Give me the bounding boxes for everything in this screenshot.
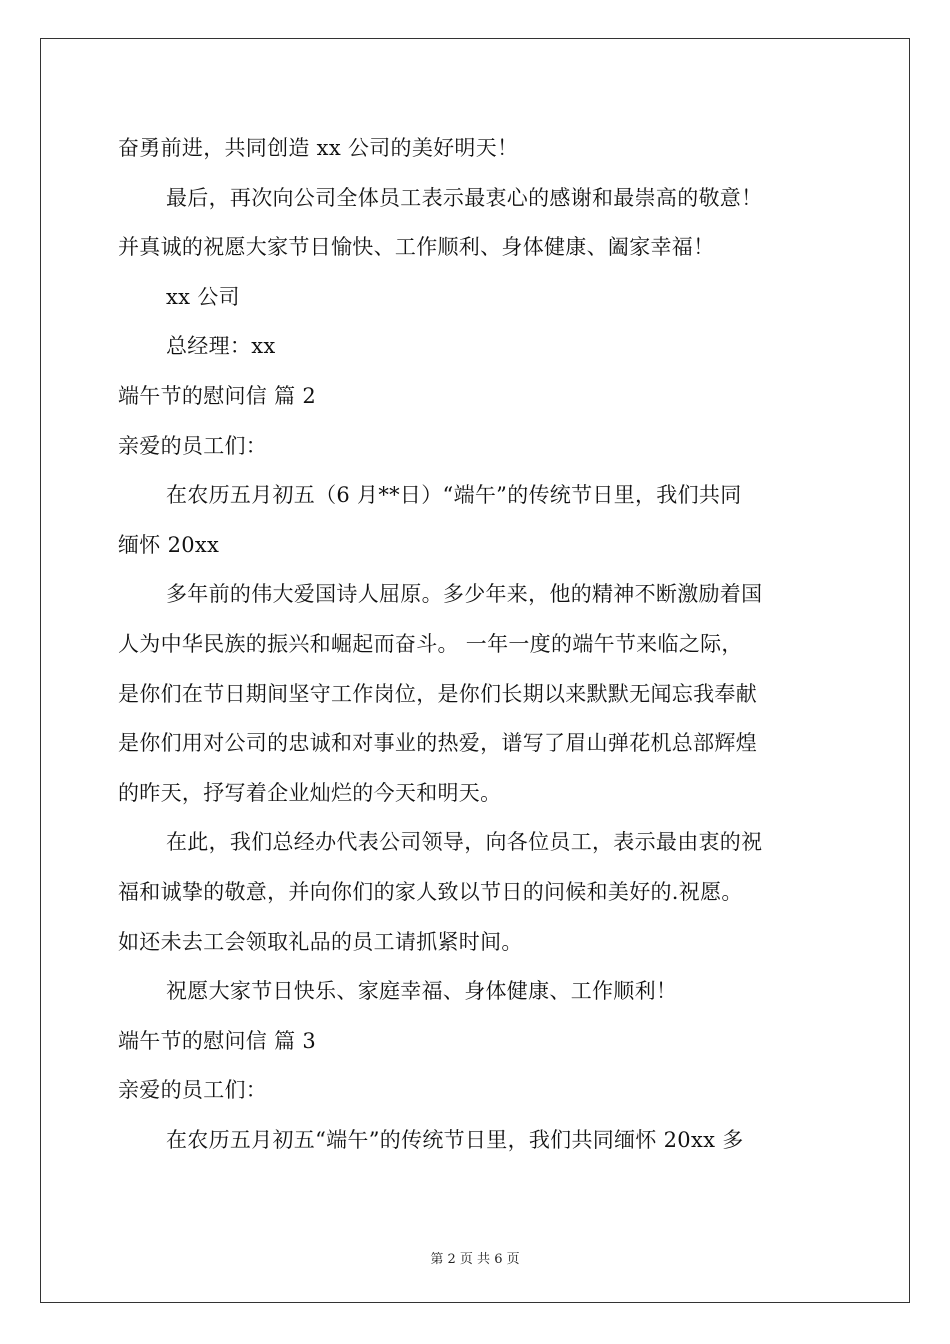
page-number: 第 2 页 共 6 页 — [430, 1252, 520, 1267]
signature-company: xx 公司 — [166, 284, 240, 309]
text-line: 如还未去工会领取礼品的员工请抓紧时间。 — [118, 929, 523, 954]
text-line: 人为中华民族的振兴和崛起而奋斗。 一年一度的端午节来临之际， — [118, 631, 743, 656]
text-line: 祝愿大家节日快乐、家庭幸福、身体健康、工作顺利！ — [166, 979, 678, 1004]
section-heading: 端午节的慰问信 篇 2 — [118, 383, 317, 408]
salutation: 亲爱的员工们： — [118, 1078, 268, 1103]
text-line: 在农历五月初五“端午”的传统节日里，我们共同缅怀 20xx 多 — [166, 1127, 744, 1152]
text-line: 在此，我们总经办代表公司领导，向各位员工，表示最由衷的祝 — [166, 830, 763, 855]
text-line: 在农历五月初五（6 月**日）“端午”的传统节日里，我们共同 — [166, 483, 742, 508]
salutation: 亲爱的员工们： — [118, 433, 268, 458]
document-body — [118, 124, 838, 1165]
text-line: 是你们用对公司的忠诚和对事业的热爱，谱写了眉山弹花机总部辉煌 — [118, 731, 757, 756]
signature-manager: 总经理：xx — [166, 334, 276, 359]
text-line: 最后，再次向公司全体员工表示最衷心的感谢和最崇高的敬意！ — [166, 185, 763, 210]
text-line: 是你们在节日期间坚守工作岗位，是你们长期以来默默无闻忘我奉献 — [118, 681, 757, 706]
text-line: 多年前的伟大爱国诗人屈原。多少年来，他的精神不断激励着国 — [166, 582, 763, 607]
text-line: 福和诚挚的敬意，并向你们的家人致以节日的问候和美好的.祝愿。 — [118, 879, 743, 904]
text-line: 并真诚的祝愿大家节日愉快、工作顺利、身体健康、阖家幸福！ — [118, 235, 715, 260]
text-line: 缅怀 20xx — [118, 532, 220, 557]
text-line: 的昨天，抒写着企业灿烂的今天和明天。 — [118, 780, 502, 805]
section-heading: 端午节的慰问信 篇 3 — [118, 1028, 317, 1053]
text-line: 奋勇前进，共同创造 xx 公司的美好明天！ — [118, 136, 519, 160]
